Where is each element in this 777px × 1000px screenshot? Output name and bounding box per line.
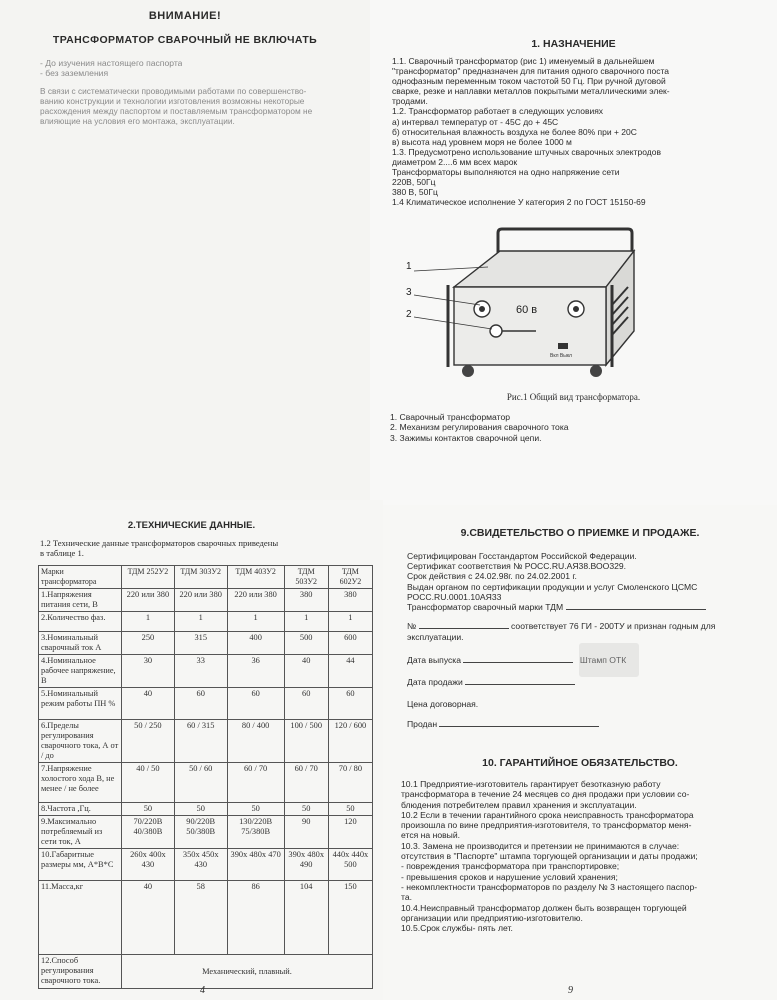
attention-para-line: влияющие на условия его монтажа, эксплуатации. — [40, 116, 235, 126]
purpose-text-line: "трансформатор" предназначен для питания одного сварочного поста — [392, 66, 669, 77]
otk-stamp-mark — [579, 643, 639, 677]
case-front — [454, 287, 606, 365]
certificate-line: Трансформатор сварочный марки ТДМ — [407, 602, 706, 612]
table-row: 1.Напряжения питания сети, В 220 или 380 220 или 380 220 или 380 380 380 — [39, 589, 373, 612]
table-row: 2.Количество фаз. 1 1 1 1 1 — [39, 612, 373, 632]
table-header-cell: ТДМ 503У2 — [284, 566, 328, 589]
purpose-text-line: 1.2. Трансформатор работает в следующих условиях — [392, 106, 604, 117]
current-regulator — [490, 325, 502, 337]
wheel — [590, 365, 602, 377]
attention-title: ВНИМАНИЕ! — [148, 10, 222, 22]
table-header-cell: ТДМ 403У2 — [227, 566, 284, 589]
purpose-text-line: 220В, 50Гц — [392, 177, 436, 188]
sale-date-field[interactable] — [465, 684, 575, 685]
serial-field[interactable] — [419, 628, 509, 629]
warranty-title: 10. ГАРАНТИЙНОЕ ОБЯЗАТЕЛЬСТВО. — [482, 757, 678, 769]
purpose-text-line: а) интервал температур от - 45С до + 45С — [392, 116, 559, 127]
page-attention — [0, 0, 370, 500]
table-row: 10.Габаритные размеры мм, А*В*С 260х 400х 430 350х 450х 430 390х 480х 470 390х 480х 490 440х 440х 500 — [39, 849, 373, 881]
purpose-text-line: тродами. — [392, 96, 428, 107]
page-certificate — [383, 505, 777, 1000]
table-row: 3.Номинальный сварочный ток А 250 315 400 500 600 — [39, 632, 373, 655]
sold-by-label: Продан — [407, 719, 438, 729]
warranty-line: ется на новый. — [401, 830, 461, 841]
table-row: 7.Напряжение холостого хода В, не менее / не более 40 / 50 50 / 60 60 / 70 60 / 70 70 / 80 — [39, 763, 373, 803]
page-number: 4 — [200, 985, 205, 996]
table-header-cell: ТДМ 602У2 — [328, 566, 372, 589]
power-switch — [558, 343, 568, 349]
page-purpose — [370, 0, 777, 505]
wheel — [462, 365, 474, 377]
warranty-line: 10.5.Срок службы- пять лет. — [401, 923, 513, 934]
sale-date-label: Дата продажи — [407, 677, 463, 687]
warranty-line: - некомплектности трансформаторов по разделу № 3 настоящего паспор- — [401, 881, 698, 892]
warranty-line: произошла по вине предприятия-изготовителя, то трансформатор меня- — [401, 820, 692, 831]
table-row: 11.Масса,кг 40 58 86 104 150 — [39, 881, 373, 955]
warranty-line: - превышения сроков и нарушение условий хранения; — [401, 871, 618, 882]
attention-para-line: В связи с систематически проводимыми работами по совершенство- — [40, 86, 307, 96]
purpose-text-line: Трансформаторы выполняются на одно напряжение сети — [392, 167, 620, 178]
release-date-field[interactable] — [463, 662, 573, 663]
figure-legend-item: 1. Сварочный трансформатор — [390, 412, 511, 422]
certificate-title: 9.СВИДЕТЕЛЬСТВО О ПРИЕМКЕ И ПРОДАЖЕ. — [460, 527, 700, 539]
attention-line: - До изучения настоящего паспорта — [40, 58, 183, 68]
attention-para-line: ванию конструкции и технологии изготовления возможны некоторые — [40, 96, 305, 106]
purpose-text-line: 1.4 Климатическое исполнение У категория 2 по ГОСТ 15150-69 — [392, 197, 646, 208]
warranty-line: 10.3. Замена не производится и претензии не принимаются в случае: — [401, 840, 680, 851]
page-technical-data — [0, 500, 383, 1000]
table-row: 6.Пределы регулирования сварочного тока, А от / до 50 / 250 60 / 315 80 / 400 100 / 500 120 / 600 — [39, 720, 373, 763]
attention-line: - без заземления — [40, 68, 109, 79]
purpose-text-line: 380 В, 50Гц — [392, 187, 438, 198]
table-row: 8.Частота ,Гц. 50 50 50 50 50 — [39, 803, 373, 816]
warranty-line: 10.4.Неисправный трансформатор должен быть возвращен торгующей — [401, 902, 687, 913]
warranty-line: 10.2 Если в течении гарантийного срока неисправность трансформатора — [401, 809, 694, 820]
callout-label: 2 — [406, 309, 412, 320]
serial-label: № — [407, 621, 417, 631]
technical-intro: 1.2 Технические данные трансформаторов сварочных приведены — [40, 538, 279, 548]
warranty-line: отсутствия в "Паспорте" штампа торгующей организации и даты продажи; — [401, 851, 698, 862]
conformity-text: соответствует 76 ГИ - 200ТУ и признан годным для — [511, 621, 716, 631]
technical-intro: в таблице 1. — [40, 548, 84, 558]
purpose-text-line: сварке, резке и наплавки металлов покрытыми металлическими элек- — [392, 86, 670, 97]
figure-legend-item: 3. Зажимы контактов сварочной цепи. — [390, 432, 542, 443]
attention-para-line: расхождения между паспортом и поставляемым трансформатором не — [40, 106, 313, 116]
technical-title: 2.ТЕХНИЧЕСКИЕ ДАННЫЕ. — [127, 520, 256, 531]
purpose-text-line: 1.1. Сварочный трансформатор (рис 1) именуемый в дальнейшем — [392, 56, 655, 66]
figure-legend-item: 2. Механизм регулирования сварочного тока — [390, 422, 569, 433]
table-row: 5.Номинальный режим работы ПН % 40 60 60 60 60 — [39, 688, 373, 720]
price-text: Цена договорная. — [407, 699, 479, 709]
transformer-figure — [370, 225, 777, 390]
purpose-text-line: однофазным переменным током частотой 50 Гц. При ручной дуговой — [392, 76, 666, 87]
purpose-text-line: диаметром 2....6 мм всех марок — [392, 156, 518, 167]
purpose-text-line: б) относительная влажность воздуха не более 80% при + 20С — [392, 126, 637, 137]
certificate-line: Выдан органом по сертификации продукции и услуг Смоленского ЦСМС — [407, 581, 698, 592]
warranty-line: та. — [401, 892, 413, 903]
voltage-label: 60 в — [516, 304, 538, 316]
table-row: 4.Номинальное рабочее напряжение, В 30 33 36 40 44 — [39, 655, 373, 688]
purpose-text-line: в) высота над уровнем моря не более 1000 м — [392, 136, 572, 147]
warranty-line: 10.1 Предприятие-изготовитель гарантирует безотказную работу — [401, 779, 661, 789]
purpose-text-line: 1.3. Предусмотрено использование штучных сварочных электродов — [392, 146, 661, 157]
table-row: 9.Максимально потребляемый из сети ток, А 70/220В 40/380В 90/220В 50/380В 130/220В 75/380В 90 120 — [39, 816, 373, 849]
attention-subtitle: ТРАНСФОРМАТОР СВАРОЧНЫЙ НЕ ВКЛЮЧАТЬ — [52, 34, 318, 46]
table-header-row — [39, 566, 373, 589]
carry-handle — [498, 229, 632, 253]
otk-stamp: Штамп ОТК — [579, 655, 627, 665]
figure-caption: Рис.1 Общий вид трансформатора. — [506, 392, 641, 402]
release-date-label: Дата выпуска — [407, 655, 462, 665]
warranty-line: организации или предприятию-изготовителю. — [401, 912, 583, 923]
model-field[interactable] — [566, 609, 706, 610]
page-number: 9 — [568, 985, 573, 996]
conformity-text: эксплуатации. — [407, 632, 464, 642]
warranty-line: блюдения потребителем правил хранения и эксплуатации. — [401, 799, 637, 810]
warranty-line: трансформатора в течение 24 месяцев со дня продажи при условии со- — [401, 789, 690, 800]
certificate-line: Сертифицирован Госстандартом Российской Федерации. — [407, 551, 637, 561]
table-header-cell: Марки трансформатора — [39, 566, 122, 589]
table-header-cell: ТДМ 303У2 — [174, 566, 227, 589]
warranty-line: - повреждения трансформатора при транспортировке; — [401, 861, 620, 872]
certificate-line: Срок действия с 24.02.98г. по 24.02.2001 г. — [407, 571, 577, 582]
case-top — [454, 251, 634, 287]
purpose-title: 1. НАЗНАЧЕНИЕ — [531, 38, 616, 50]
callout-label: 1 — [406, 261, 412, 272]
table-header-cell: ТДМ 252У2 — [122, 566, 175, 589]
sold-by-field[interactable] — [439, 726, 599, 727]
certificate-line: РОСС.RU.0001.10АЯ33 — [407, 591, 502, 602]
certificate-line: Сертификат соответствия № РОСС.RU.АЯ38.ВОО329. — [407, 561, 627, 572]
switch-label: Вкл Выкл — [550, 353, 572, 359]
table-row: 12.Способ регулирования сварочного тока. Механический, плавный. — [39, 955, 373, 989]
technical-table — [38, 565, 373, 989]
callout-label: 3 — [406, 287, 412, 298]
